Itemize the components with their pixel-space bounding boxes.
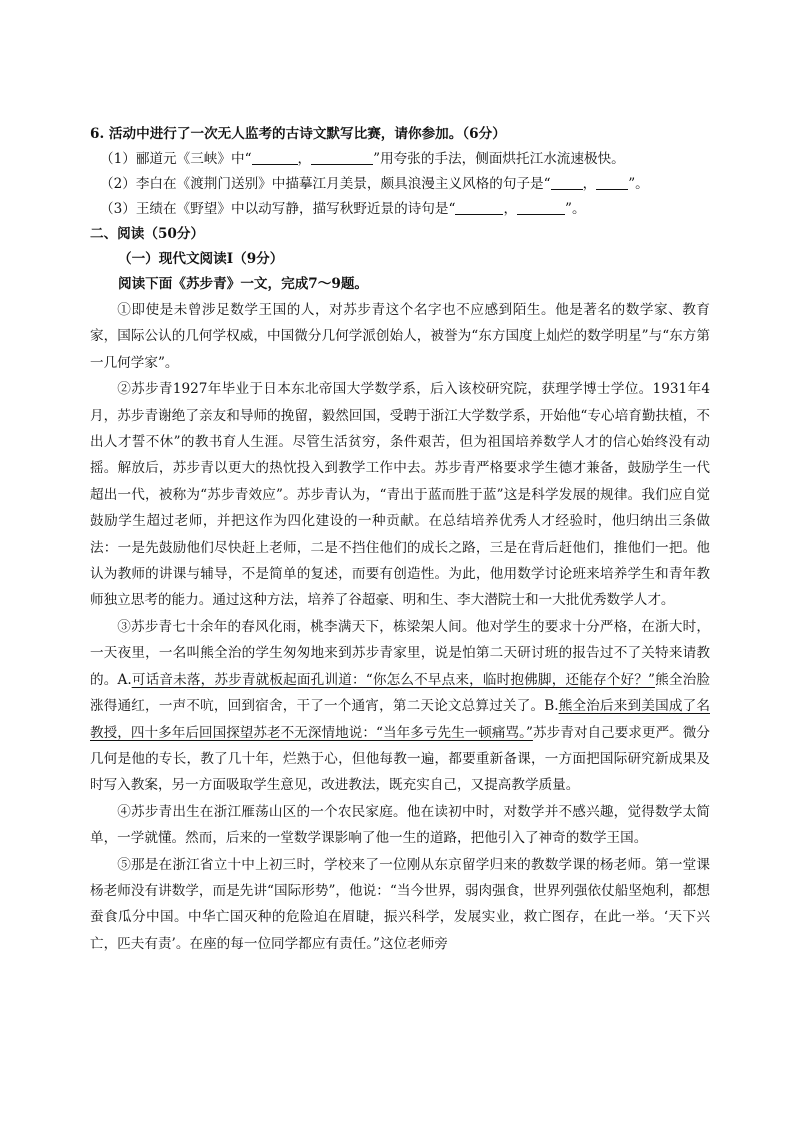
item-3-suffix: ”。 — [565, 201, 586, 217]
exam-page — [90, 122, 710, 957]
paragraph-3-text-b: 熊全治脸涨得通红，一声不吭，回到宿舍，干了一个通宵，第二天论文总算过关了。B. — [90, 671, 710, 715]
paragraph-3-text-a: ③苏步青七十余年的春风化雨，桃李满天下，栋梁架人间。他对学生的要求十分严格，在浙大时，一天夜里，一名叫熊全治的学生匆匆地来到苏步青家里，说是怕第二天研讨班的报告过不了关特来请教的。A. — [90, 618, 710, 688]
answer-blank-6[interactable] — [517, 200, 565, 215]
reading-instruction: 阅读下面《苏步青》一文，完成7～9题。 — [118, 276, 369, 292]
item-3-prefix: （3）王绩在《野望》中以动写静，描写秋野近景的诗句是“ — [100, 201, 456, 217]
item-1-sep: ， — [297, 151, 312, 167]
question-6-item-2 — [90, 172, 710, 197]
article-paragraph-2: ②苏步青1927年毕业于日本东北帝国大学数学系，后入该校研究院，获理学博士学位。1931年4月，苏步青谢绝了亲友和导师的挽留，毅然回国，受聘于浙江大学数学系，开始他“专心培育勤扶植，不出人才誓不休”的教书育人生涯。尽管生活贫穷，条件艰苦，但为祖国培养数学人才的信心始终没有动摇。解放后，苏步青以更大的热忱投入到教学工作中去。苏步青严格要求学生德才兼备，鼓励学生一代超出一代，被称为“苏步青效应”。苏步青认为，“青出于蓝而胜于蓝”这是科学发展的规律。我们应自觉鼓励学生超过老师，并把这作为四化建设的一种贡献。在总结培养优秀人才经验时，他归纳出三条做法：一是先鼓励他们尽快赶上老师，二是不挡住他们的成长之路，三是在背后赶他们，推他们一把。他认为教师的讲课与辅导，不是简单的复述，而要有创造性。为此，他用数学讨论班来培养学生和青年教师独立思考的能力。通过这种方法，培养了谷超豪、明和生、李大潜院士和一大批优秀数学人才。 — [90, 381, 710, 609]
article-paragraph-1: ①即使是未曾涉足数学王国的人，对苏步青这个名字也不应感到陌生。他是著名的数学家、教育家，国际公认的几何学权威，中国微分几何学派创始人，被誉为“东方国度上灿烂的数学明星”与“东方第一几何学家”。 — [90, 302, 710, 371]
item-1-suffix: ”用夸张的手法，侧面烘托江水流速极快。 — [373, 151, 625, 167]
article-paragraph-5: ⑤那是在浙江省立十中上初三时，学校来了一位刚从东京留学归来的教数学课的杨老师。第一堂课杨老师没有讲数学，而是先讲“国际形势”，他说：“当今世界，弱肉强食，世界列强依仗船坚炮利，都想蚕食瓜分中国。中华亡国灭种的危险迫在眉睫，振兴科学，发展实业，救亡图存，在此一举。‘天下兴亡，匹夫有责’。在座的每一位同学都应有责任。”这位老师旁 — [90, 856, 710, 952]
answer-blank-4[interactable] — [596, 175, 628, 190]
article-paragraph-3 — [90, 614, 710, 799]
question-6-item-3 — [90, 197, 710, 222]
question-6-item-1 — [90, 147, 710, 172]
section-2-title: 二、阅读（50分） — [90, 226, 205, 242]
answer-blank-2[interactable] — [311, 150, 373, 165]
item-2-sep: ， — [582, 176, 597, 192]
question-6-title: 6. 活动中进行了一次无人监考的古诗文默写比赛，请你参加。（6分） — [90, 126, 506, 142]
answer-blank-3[interactable] — [551, 175, 583, 190]
item-2-suffix: ”。 — [628, 176, 649, 192]
item-2-prefix: （2）李白在《渡荆门送别》中描摹江月美景，颇具浪漫主义风格的句子是“ — [100, 176, 551, 192]
section-2-subtitle: （一）现代文阅读Ⅰ（9分） — [118, 251, 284, 267]
answer-blank-1[interactable] — [252, 150, 298, 165]
underlined-sentence-a: 可话音未落，苏步青就板起面孔训道：“你怎么不早点来，临时抱佛脚，还能存个好？” — [131, 671, 655, 688]
answer-blank-5[interactable] — [455, 200, 503, 215]
item-1-prefix: （1）郦道元《三峡》中“ — [100, 151, 252, 167]
article-paragraph-4: ④苏步青出生在浙江雁荡山区的一个农民家庭。他在读初中时，对数学并不感兴趣，觉得数学太简单，一学就懂。然而，后来的一堂数学课影响了他一生的道路，把他引入了神奇的数学王国。 — [90, 803, 710, 847]
item-3-sep: ， — [503, 201, 518, 217]
underlined-sentence-b: 熊全治后来到美国成了名教授，四十多年后回国探望苏老不无深情地说：“当年多亏先生一顿痛骂。” — [90, 698, 710, 741]
paragraph-3-text-c: 苏步青对自己要求更严。微分几何是他的专长，教了几十年，烂熟于心，但他每教一遍，都要重新备课，一方面把国际研究新成果及时写入教案，另一方面吸取学生意见，改进教法，既充实自己，又提高教学质量。 — [90, 724, 710, 794]
